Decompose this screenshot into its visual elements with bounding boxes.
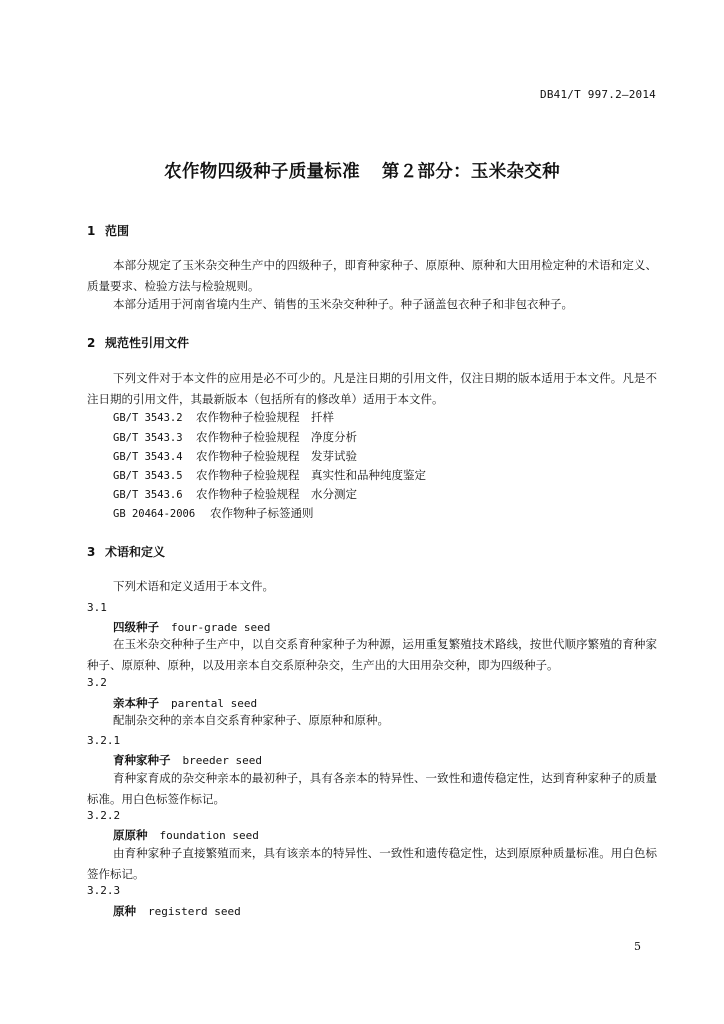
- reference-title: 农作物种子检验规程 净度分析: [196, 430, 357, 444]
- reference-item: [113, 408, 334, 428]
- reference-item: [113, 447, 357, 467]
- standard-number: DB41/T 997.2—2014: [540, 88, 656, 101]
- term-heading: [113, 619, 270, 635]
- section-title: 范围: [105, 224, 130, 238]
- term-number: 3.2.2: [87, 809, 121, 822]
- document-title: [0, 158, 724, 183]
- section-heading-normative-refs: [87, 334, 189, 351]
- reference-title: 农作物种子检验规程 真实性和品种纯度鉴定: [196, 468, 426, 482]
- reference-code: GB/T 3543.4: [113, 451, 183, 463]
- reference-title: 农作物种子检验规程 扦样: [196, 410, 334, 424]
- term-en: registerd seed: [148, 905, 241, 918]
- term-heading: [113, 752, 262, 768]
- term-en: four-grade seed: [171, 621, 271, 634]
- section-title: 规范性引用文件: [105, 336, 190, 350]
- title-part: 第２部分：玉米杂交种: [381, 162, 560, 182]
- reference-code: GB/T 3543.2: [113, 412, 183, 424]
- section-number: 3: [87, 545, 96, 559]
- term-heading: [113, 827, 259, 843]
- term-definition: 由育种家种子直接繁殖而来，具有该亲本的特异性、一致性和遗传稳定性，达到原原种质量标准。用白色标签作标记。: [87, 846, 657, 881]
- title-main: 农作物四级种子质量标准: [164, 162, 360, 182]
- scope-paragraph-1: 本部分规定了玉米杂交种生产中的四级种子，即育种家种子、原原种、原种和大田用检定种的术语和定义、质量要求、检验方法与检验规则。: [87, 258, 657, 293]
- reference-item: [113, 428, 357, 448]
- term-definition: 在玉米杂交种种子生产中，以自交系育种家种子为种源，运用重复繁殖技术路线，按世代顺序繁殖的育种家种子、原原种、原种，以及用亲本自交系原种杂交，生产出的大田用杂交种，即为四级种子。: [87, 637, 657, 672]
- scope-paragraph-2: 本部分适用于河南省境内生产、销售的玉米杂交种种子。种子涵盖包衣种子和非包衣种子。: [113, 297, 573, 311]
- reference-title: 农作物种子检验规程 水分测定: [196, 487, 357, 501]
- term-zh: 四级种子: [113, 620, 159, 634]
- reference-code: GB 20464-2006: [113, 508, 196, 520]
- reference-item: [113, 466, 426, 486]
- term-number: 3.2: [87, 676, 107, 689]
- terms-intro-paragraph: 下列术语和定义适用于本文件。: [113, 579, 274, 593]
- term-zh: 亲本种子: [113, 696, 159, 710]
- term-number: 3.1: [87, 601, 107, 614]
- reference-item: [113, 504, 314, 524]
- term-number: 3.2.1: [87, 734, 121, 747]
- section-heading-scope: [87, 222, 129, 239]
- term-zh: 原种: [113, 904, 136, 918]
- section-number: 2: [87, 336, 96, 350]
- term-number: 3.2.3: [87, 884, 121, 897]
- term-zh: 育种家种子: [113, 753, 171, 767]
- term-definition: 配制杂交种的亲本自交系育种家种子、原原种和原种。: [113, 713, 389, 727]
- reference-code: GB/T 3543.5: [113, 470, 183, 482]
- term-heading: [113, 903, 241, 919]
- term-definition: 育种家育成的杂交种亲本的最初种子，具有各亲本的特异性、一致性和遗传稳定性，达到育种家种子的质量标准。用白色标签作标记。: [87, 771, 657, 806]
- section-number: 1: [87, 224, 96, 238]
- reference-item: [113, 485, 357, 505]
- term-en: breeder seed: [182, 754, 262, 767]
- refs-intro-paragraph: 下列文件对于本文件的应用是必不可少的。凡是注日期的引用文件，仅注日期的版本适用于本文件。凡是不注日期的引用文件，其最新版本（包括所有的修改单）适用于本文件。: [87, 371, 657, 406]
- section-title: 术语和定义: [105, 545, 166, 559]
- term-en: foundation seed: [159, 829, 259, 842]
- reference-title: 农作物种子标签通则: [210, 506, 314, 520]
- reference-code: GB/T 3543.6: [113, 489, 183, 501]
- section-heading-terms: [87, 543, 165, 560]
- term-zh: 原原种: [113, 828, 148, 842]
- term-en: parental seed: [171, 697, 258, 710]
- term-heading: [113, 695, 257, 711]
- reference-code: GB/T 3543.3: [113, 432, 183, 444]
- page-number: 5: [634, 940, 641, 953]
- reference-title: 农作物种子检验规程 发芽试验: [196, 449, 357, 463]
